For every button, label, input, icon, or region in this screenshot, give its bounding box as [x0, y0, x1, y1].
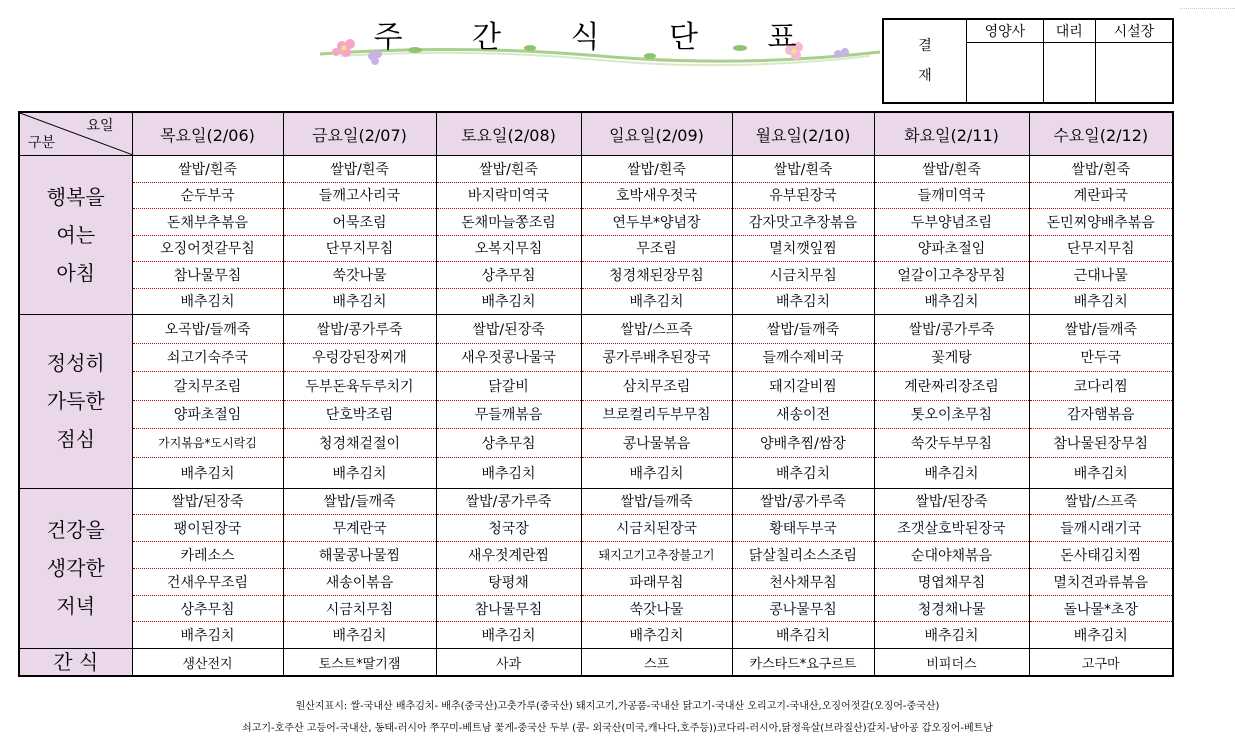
- menu-item: 바지락미역국: [437, 183, 581, 210]
- menu-item: 삼치무조림: [582, 372, 732, 401]
- menu-item: 쌀밥/콩가루죽: [284, 315, 436, 344]
- menu-item: 참나물무침: [437, 596, 581, 623]
- approval-label-bottom: 재: [918, 68, 932, 84]
- menu-item: 쌀밥/흰죽: [284, 156, 436, 183]
- menu-item: 배추김치: [1073, 628, 1128, 645]
- menu-item: 쌀밥/콩가루죽: [733, 489, 874, 516]
- meal-category: [19, 315, 132, 489]
- menu-item: 쌀밥/흰죽: [133, 156, 283, 183]
- corner-label-day: 요일: [86, 118, 114, 134]
- menu-item: 오징어젓갈무침: [133, 236, 283, 263]
- menu-cell: [283, 156, 436, 315]
- menu-item: 콩나물볶음: [582, 429, 732, 458]
- menu-item: 쌀밥/된장죽: [875, 489, 1029, 516]
- menu-item: 순두부국: [133, 183, 283, 210]
- approval-box: [882, 18, 1174, 104]
- title-area: [320, 6, 880, 68]
- menu-item: 갈치무조림: [133, 372, 283, 401]
- meal-category-line: 건강을: [46, 518, 105, 543]
- meal-category: [19, 488, 132, 649]
- menu-item: 콩나물무침: [733, 596, 874, 623]
- menu-item: 상추무침: [437, 429, 581, 458]
- meal-category: [19, 156, 132, 315]
- corner-header: [19, 112, 132, 156]
- day-header-sun: 일요일(2/09): [581, 112, 732, 156]
- menu-item: 근대나물: [1030, 262, 1173, 289]
- menu-item: 천사채무침: [733, 569, 874, 596]
- menu-item: 배추김치: [924, 628, 979, 645]
- menu-item: 쌀밥/콩가루죽: [875, 315, 1029, 344]
- menu-item: 양배추찜/쌈장: [733, 429, 874, 458]
- menu-item: 배추김치: [332, 465, 387, 482]
- menu-item: 양파초절임: [133, 401, 283, 430]
- menu-item: 배추김치: [629, 628, 684, 645]
- menu-item: 청경채된장무침: [582, 262, 732, 289]
- menu-item: 닭갈비: [437, 372, 581, 401]
- menu-item: 배추김치: [775, 294, 831, 311]
- menu-item: 멸치견과류볶음: [1030, 569, 1173, 596]
- menu-item: 계란파국: [1030, 183, 1173, 210]
- menu-cell: [1029, 315, 1173, 489]
- menu-item: 배추김치: [775, 628, 831, 645]
- menu-item: 돼지갈비찜: [733, 372, 874, 401]
- menu-item: 꽃게탕: [875, 344, 1029, 373]
- menu-item: 쌀밥/스프죽: [1030, 489, 1173, 516]
- menu-item: 청경채나물: [875, 596, 1029, 623]
- menu-item: 톳오이초무침: [875, 401, 1029, 430]
- menu-item: 배추김치: [332, 294, 387, 311]
- menu-item: 돈채마늘쫑조림: [437, 209, 581, 236]
- menu-item: 배추김치: [1073, 294, 1128, 311]
- menu-item: 배추김치: [481, 294, 536, 311]
- menu-item: 쑥갓나물: [284, 262, 436, 289]
- sign-box-facility-director[interactable]: [1095, 43, 1173, 104]
- menu-item: 쌀밥/콩가루죽: [437, 489, 581, 516]
- menu-item: 돌나물*초장: [1030, 596, 1173, 623]
- sign-box-deputy[interactable]: [1043, 43, 1095, 104]
- menu-item: 쌀밥/들깨죽: [733, 315, 874, 344]
- meal-category-line: 아침: [56, 261, 96, 285]
- menu-item: 조갯살호박된장국: [875, 515, 1029, 542]
- menu-item: 새송이볶음: [284, 569, 436, 596]
- menu-item: 배추김치: [629, 294, 684, 311]
- menu-cell: [1029, 156, 1173, 315]
- menu-cell: [874, 488, 1029, 649]
- menu-item: 코다리찜: [1030, 372, 1173, 401]
- menu-item: 참나물무침: [133, 262, 283, 289]
- menu-item: 배추김치: [332, 628, 387, 645]
- menu-item: 카레소스: [133, 542, 283, 569]
- day-header-mon: 월요일(2/10): [732, 112, 874, 156]
- menu-item: 쑥갓두부무침: [875, 429, 1029, 458]
- meal-category-line: 가득한: [46, 389, 105, 414]
- menu-item: 시금치무침: [733, 262, 874, 289]
- page-title: 주 간 식 단 표: [373, 20, 827, 55]
- menu-item: 콩가루배추된장국: [582, 344, 732, 373]
- menu-item: 두부돈육두루치기: [284, 372, 436, 401]
- snack-item: 생산전지: [132, 649, 283, 677]
- menu-cell: [436, 315, 581, 489]
- origin-notice-line-1: 원산지표시: 쌀-국내산 배추김치- 배추(중국산)고춧가루(중국산) 돼지고기,가공품-국내산 닭고기-국내산 오리고기-국내산,오징어젓갈(오징어-중국산): [295, 701, 940, 712]
- menu-cell: [132, 156, 283, 315]
- menu-item: 해물콩나물찜: [284, 542, 436, 569]
- menu-cell: [436, 488, 581, 649]
- menu-item: 오곡밥/들깨죽: [133, 315, 283, 344]
- menu-item: 양파초절임: [875, 236, 1029, 263]
- menu-item: 상추무침: [133, 596, 283, 623]
- menu-item: 유부된장국: [733, 183, 874, 210]
- menu-item: 돈채부추볶음: [133, 209, 283, 236]
- menu-item: 우렁강된장찌개: [284, 344, 436, 373]
- menu-item: 오복지무침: [437, 236, 581, 263]
- menu-item: 상추무침: [437, 262, 581, 289]
- snack-item: 토스트*딸기잼: [283, 649, 436, 677]
- menu-item: 쌀밥/된장죽: [437, 315, 581, 344]
- snack-item: 사과: [436, 649, 581, 677]
- menu-item: 배추김치: [481, 628, 536, 645]
- menu-item: 배추김치: [924, 294, 979, 311]
- role-nutritionist: 영양사: [967, 19, 1044, 43]
- menu-item: 단무지무침: [1030, 236, 1173, 263]
- menu-item: 두부양념조림: [875, 209, 1029, 236]
- menu-item: 가지볶음*도시락김: [133, 429, 283, 458]
- approval-label-top: 결: [918, 38, 932, 54]
- menu-item: 만두국: [1030, 344, 1173, 373]
- menu-item: 청경채겉절이: [284, 429, 436, 458]
- meal-row: [19, 315, 1173, 489]
- snack-item: 고구마: [1029, 649, 1173, 677]
- menu-cell: [1029, 488, 1173, 649]
- menu-item: 돈사태김치찜: [1030, 542, 1173, 569]
- day-header-sat: 토요일(2/08): [436, 112, 581, 156]
- meal-category-line: 정성히: [46, 351, 105, 376]
- menu-item: 순대야채볶음: [875, 542, 1029, 569]
- menu-cell: [581, 488, 732, 649]
- menu-item: 시금치된장국: [582, 515, 732, 542]
- day-header-wed: 수요일(2/12): [1029, 112, 1173, 156]
- snack-item: 카스타드*요구르트: [732, 649, 874, 677]
- menu-item: 쌀밥/흰죽: [875, 156, 1029, 183]
- menu-item: 돼지고기고추장불고기: [582, 542, 732, 569]
- menu-cell: [283, 315, 436, 489]
- corner-label-category: 구분: [28, 135, 56, 151]
- menu-item: 들깨고사리국: [284, 183, 436, 210]
- day-header-fri: 금요일(2/07): [283, 112, 436, 156]
- menu-item: 새우젓콩나물국: [437, 344, 581, 373]
- menu-item: 쌀밥/들깨죽: [284, 489, 436, 516]
- menu-item: 감자햄볶음: [1030, 401, 1173, 430]
- menu-item: 단무지무침: [284, 236, 436, 263]
- menu-item: 새우젓계란찜: [437, 542, 581, 569]
- menu-item: 들깨수제비국: [733, 344, 874, 373]
- menu-item: 무조림: [582, 236, 732, 263]
- menu-item: 쌀밥/들깨죽: [582, 489, 732, 516]
- menu-item: 쌀밥/흰죽: [582, 156, 732, 183]
- snack-item: 스프: [581, 649, 732, 677]
- menu-item: 참나물된장무침: [1030, 429, 1173, 458]
- menu-item: 호박새우젓국: [582, 183, 732, 210]
- menu-item: 무계란국: [284, 515, 436, 542]
- weekly-menu-table: [18, 111, 1174, 677]
- menu-item: 어묵조림: [284, 209, 436, 236]
- menu-item: 쌀밥/흰죽: [437, 156, 581, 183]
- snack-row: [19, 649, 1173, 677]
- menu-item: 배추김치: [180, 628, 235, 645]
- menu-item: 들깨시래기국: [1030, 515, 1173, 542]
- meal-category-line: 점심: [56, 427, 96, 452]
- top-dotted-line: [1180, 8, 1235, 9]
- snack-category: 간 식: [19, 649, 132, 677]
- menu-cell: [132, 315, 283, 489]
- menu-item: 브로컬리두부무침: [582, 401, 732, 430]
- menu-item: 쌀밥/흰죽: [733, 156, 874, 183]
- menu-item: 배추김치: [924, 465, 979, 482]
- meal-category-line: 행복을: [46, 185, 105, 209]
- menu-cell: [732, 315, 874, 489]
- menu-item: 단호박조림: [284, 401, 436, 430]
- menu-item: 배추김치: [629, 465, 684, 482]
- meal-row: [19, 488, 1173, 649]
- menu-item: 탕평채: [437, 569, 581, 596]
- menu-item: 쌀밥/된장죽: [133, 489, 283, 516]
- menu-cell: [874, 156, 1029, 315]
- meal-category-line: 여는: [56, 223, 96, 247]
- menu-item: 돈민찌양배추볶음: [1030, 209, 1173, 236]
- menu-item: 닭살칠리소스조림: [733, 542, 874, 569]
- sign-box-nutritionist[interactable]: [967, 43, 1044, 104]
- menu-item: 쌀밥/스프죽: [582, 315, 732, 344]
- menu-cell: [581, 315, 732, 489]
- meal-row: [19, 156, 1173, 315]
- menu-item: 쌀밥/흰죽: [1030, 156, 1173, 183]
- day-header-thu: 목요일(2/06): [132, 112, 283, 156]
- menu-cell: [732, 156, 874, 315]
- menu-item: 건새우무조림: [133, 569, 283, 596]
- menu-item: 배추김치: [180, 294, 235, 311]
- menu-item: 쌀밥/들깨죽: [1030, 315, 1173, 344]
- menu-cell: [732, 488, 874, 649]
- menu-item: 쇠고기숙주국: [133, 344, 283, 373]
- menu-item: 배추김치: [775, 465, 831, 482]
- origin-notice-line-2: 쇠고기-호주산 고등어-국내산, 동태-러시아 쭈꾸미-베트남 꽃게-중국산 두부 (콩- 외국산(미국,캐나다,호주등))코다리-러시아,닭정육살(브라질산)갈치-남아공 갑오징어-베트남: [242, 723, 993, 734]
- menu-cell: [132, 488, 283, 649]
- menu-item: 팽이된장국: [133, 515, 283, 542]
- menu-item: 멸치깻잎찜: [733, 236, 874, 263]
- menu-cell: [436, 156, 581, 315]
- menu-item: 들깨미역국: [875, 183, 1029, 210]
- role-facility-director: 시설장: [1095, 19, 1173, 43]
- meal-category-line: 저녁: [56, 594, 96, 619]
- snack-item: 비피더스: [874, 649, 1029, 677]
- day-header-tue: 화요일(2/11): [874, 112, 1029, 156]
- menu-item: 얼갈이고추장무침: [875, 262, 1029, 289]
- menu-item: 배추김치: [1073, 465, 1128, 482]
- menu-cell: [581, 156, 732, 315]
- menu-item: 쑥갓나물: [582, 596, 732, 623]
- menu-item: 황태두부국: [733, 515, 874, 542]
- menu-cell: [874, 315, 1029, 489]
- menu-item: 무들깨볶음: [437, 401, 581, 430]
- menu-item: 배추김치: [180, 465, 235, 482]
- menu-item: 감자맛고추장볶음: [733, 209, 874, 236]
- menu-item: 청국장: [437, 515, 581, 542]
- menu-cell: [283, 488, 436, 649]
- menu-item: 새송이전: [733, 401, 874, 430]
- menu-item: 배추김치: [481, 465, 536, 482]
- menu-item: 시금치무침: [284, 596, 436, 623]
- role-deputy: 대리: [1043, 19, 1095, 43]
- menu-item: 연두부*양념장: [582, 209, 732, 236]
- menu-item: 파래무침: [582, 569, 732, 596]
- menu-item: 계란짜리장조림: [875, 372, 1029, 401]
- menu-item: 명엽채무침: [875, 569, 1029, 596]
- approval-label: [883, 19, 967, 103]
- meal-category-line: 생각한: [46, 556, 105, 581]
